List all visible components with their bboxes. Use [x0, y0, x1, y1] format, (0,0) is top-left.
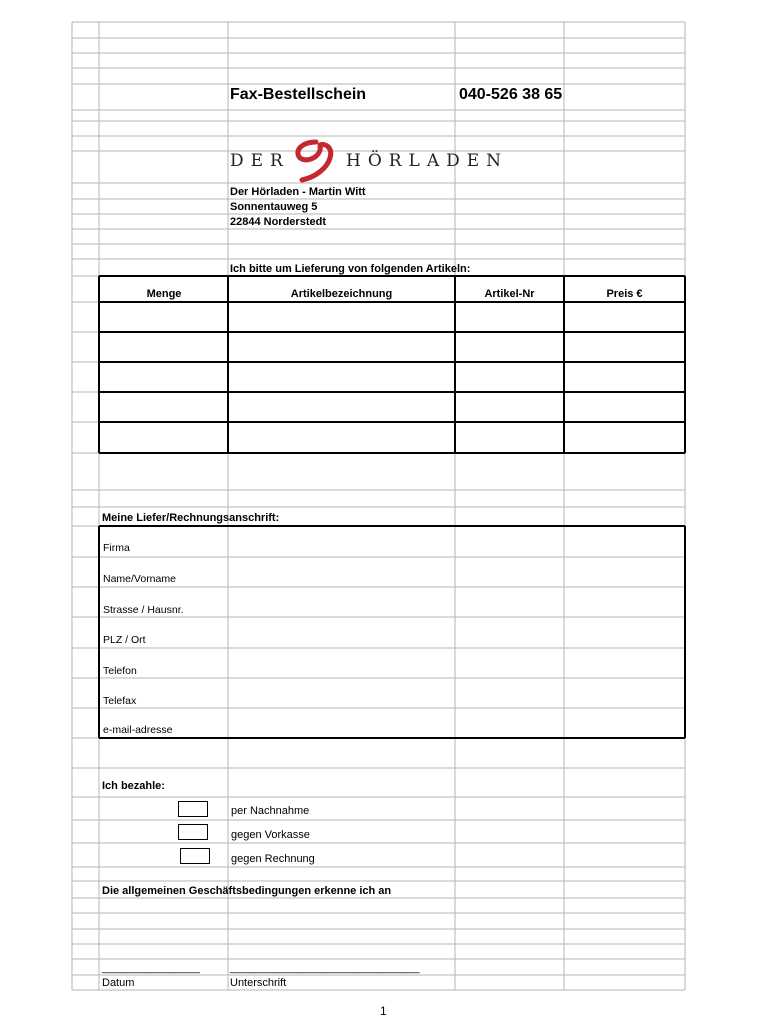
checkbox-rechnung[interactable] [180, 848, 210, 864]
payment-option-vorkasse: gegen Vorkasse [231, 829, 310, 841]
col-header-preis: Preis € [606, 288, 643, 300]
field-label-plz-ort: PLZ / Ort [103, 634, 146, 646]
fax-number: 040-526 38 65 [459, 86, 563, 103]
col-header-artikel-nr: Artikel-Nr [484, 288, 535, 300]
field-label-firma: Firma [103, 542, 130, 554]
payment-option-rechnung: gegen Rechnung [231, 853, 315, 865]
checkbox-nachnahme[interactable] [178, 801, 208, 817]
field-label-telefon: Telefon [103, 665, 137, 677]
customer-heading: Meine Liefer/Rechnungsanschrift: [102, 512, 280, 524]
form-title: Fax-Bestellschein [230, 86, 367, 103]
date-label: Datum [102, 977, 135, 989]
logo-text-right: HÖRLADEN [346, 151, 509, 171]
page-number: 1 [380, 1004, 387, 1018]
field-label-telefax: Telefax [103, 695, 137, 707]
payment-option-nachnahme: per Nachnahme [231, 805, 310, 817]
signature-label: Unterschrift [230, 977, 287, 989]
hoerladen-logo [228, 136, 518, 182]
address-line-2: Sonnentauweg 5 [230, 201, 318, 213]
logo-text-left: DER [230, 151, 290, 171]
col-header-menge: Menge [146, 288, 182, 300]
date-line: ________________ [102, 962, 200, 974]
address-line-1: Der Hörladen - Martin Witt [230, 186, 366, 198]
signature-line: _______________________________ [230, 962, 420, 974]
checkbox-vorkasse[interactable] [178, 824, 208, 840]
field-label-name: Name/Vorname [103, 573, 176, 585]
logo-mark-icon [288, 136, 340, 184]
field-label-email: e-mail-adresse [103, 724, 173, 736]
terms-text: Die allgemeinen Geschäftsbedingungen erkenne ich an [102, 885, 392, 897]
order-intro: Ich bitte um Lieferung von folgenden Artikeln: [230, 263, 471, 275]
col-header-artikelbezeichnung: Artikelbezeichnung [290, 288, 393, 300]
field-label-strasse: Strasse / Hausnr. [103, 604, 184, 616]
payment-heading: Ich bezahle: [102, 780, 165, 792]
address-line-3: 22844 Norderstedt [230, 216, 326, 228]
